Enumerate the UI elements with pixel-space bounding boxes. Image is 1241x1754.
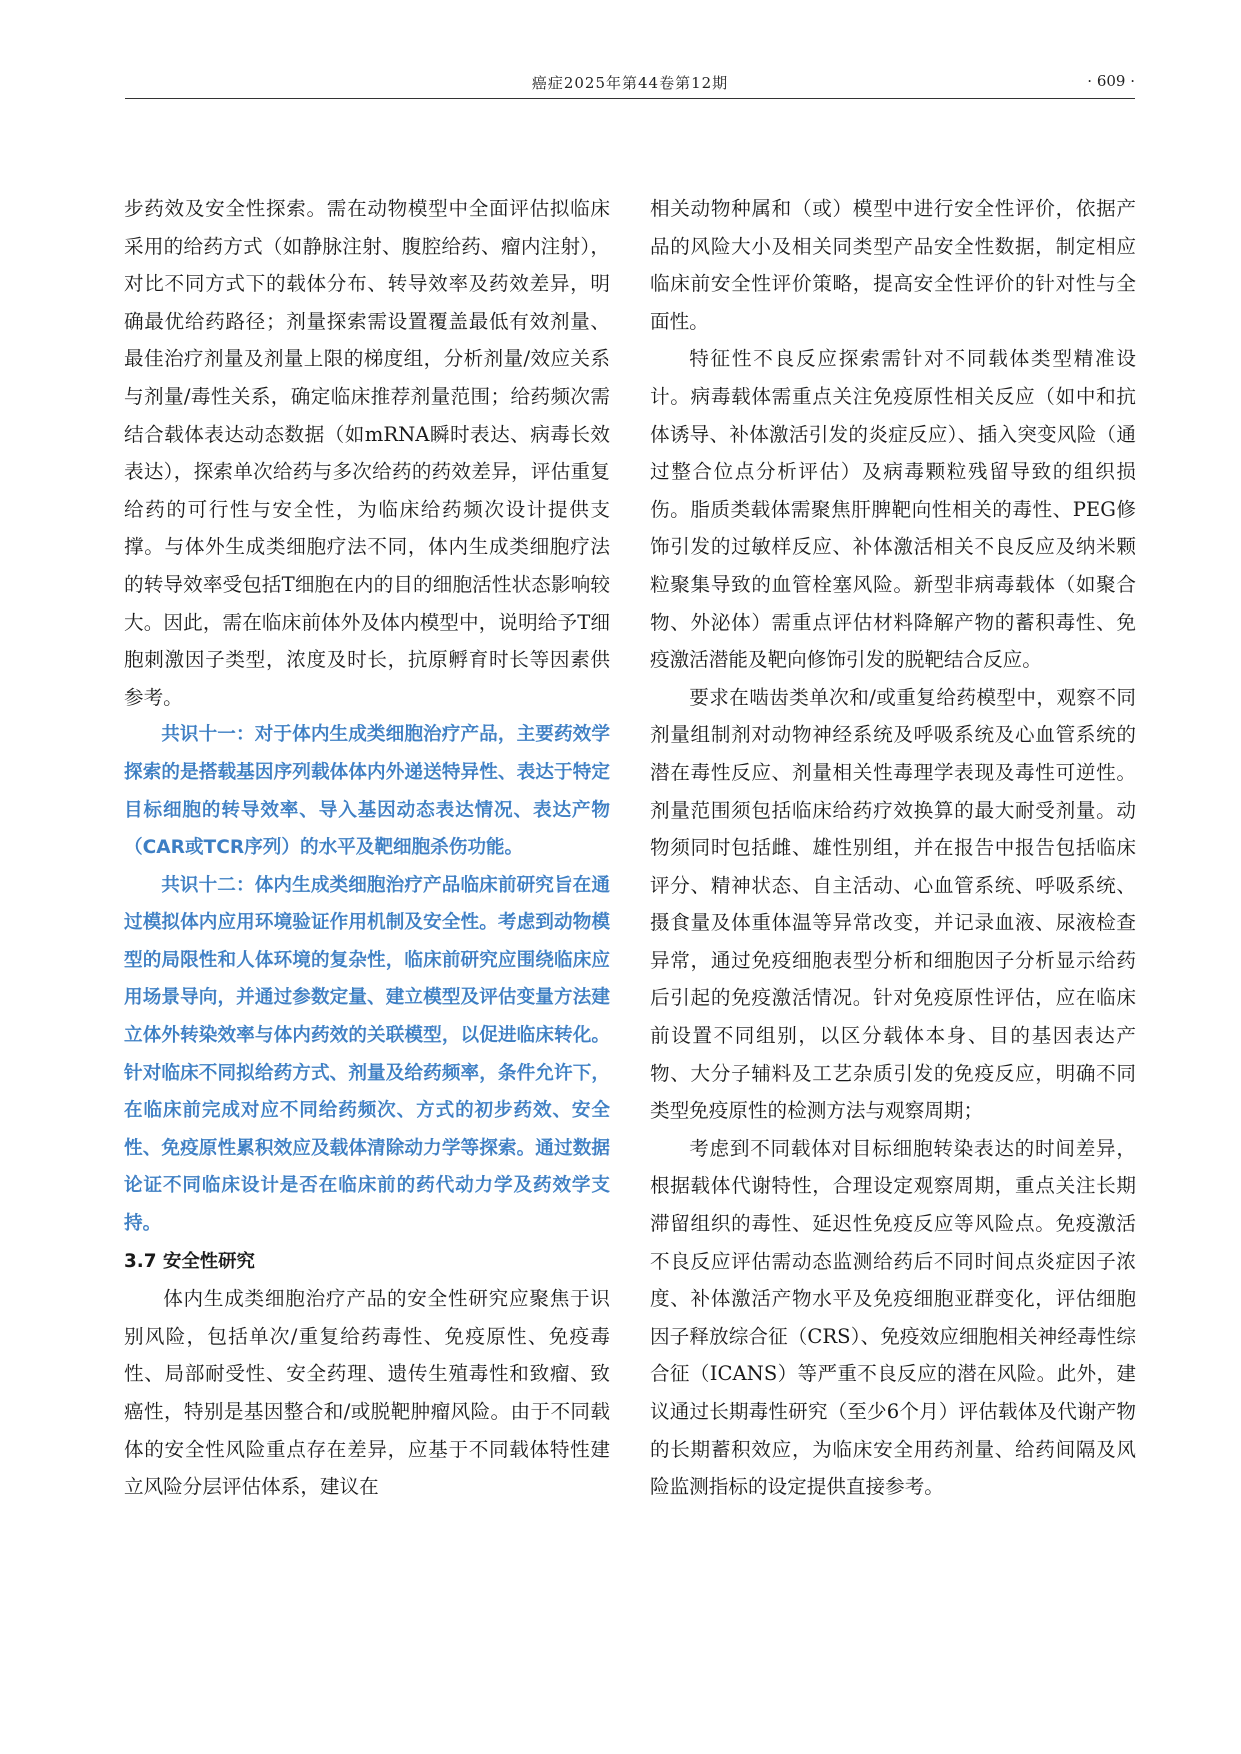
page-number: · 609 · xyxy=(1087,72,1135,90)
right-paragraph-1: 相关动物种属和（或）模型中进行安全性评价，依据产品的风险大小及相关同类型产品安全性数据，制定相应临床前安全性评价策略，提高安全性评价的针对性与全面性。 xyxy=(650,197,1136,333)
left-column xyxy=(124,190,610,1506)
consensus-12: 共识十二：体内生成类细胞治疗产品临床前研究旨在通过模拟体内应用环境验证作用机制及安全性。考虑到动物模型的局限性和人体环境的复杂性，临床前研究应围绕临床应用场景导向，并通过参数定量、建立模型及评估变量方法建立体外转染效率与体内药效的关联模型，以促进临床转化。针对临床不同拟给药方式、剂量及给药频率，条件允许下，在临床前完成对应不同给药频次、方式的初步药效、安全性、免疫原性累积效应及载体清除动力学等探索。通过数据论证不同临床设计是否在临床前的药代动力学及药效学支持。 xyxy=(124,874,610,1235)
consensus-11: 共识十一：对于体内生成类细胞治疗产品，主要药效学探索的是搭载基因序列载体体内外递送特异性、表达于特定目标细胞的转导效率、导入基因动态表达情况、表达产物（CAR或TCR序列）的水平及靶细胞杀伤功能。 xyxy=(124,724,610,859)
right-paragraph-4: 考虑到不同载体对目标细胞转染表达的时间差异，根据载体代谢特性，合理设定观察周期，重点关注长期滞留组织的毒性、延迟性免疫反应等风险点。免疫激活不良反应评估需动态监测给药后不同时间点炎症因子浓度、补体激活产物水平及免疫细胞亚群变化，评估细胞因子释放综合征（CRS）、免疫效应细胞相关神经毒性综合征（ICANS）等严重不良反应的潜在风险。此外，建议通过长期毒性研究（至少6个月）评估载体及代谢产物的长期蓄积效应，为临床安全用药剂量、给药间隔及风险监测指标的设定提供直接参考。 xyxy=(650,1136,1136,1499)
left-paragraph-1: 步药效及安全性探索。需在动物模型中全面评估拟临床采用的给药方式（如静脉注射、腹腔给药、瘤内注射），对比不同方式下的载体分布、转导效率及药效差异，明确最优给药路径；剂量探索需设置覆盖最低有效剂量、最佳治疗剂量及剂量上限的梯度组，分析剂量/效应关系与剂量/毒性关系，确定临床推荐剂量范围；给药频次需结合载体表达动态数据（如mRNA瞬时表达、病毒长效表达），探索单次给药与多次给药的药效差异，评估重复给药的可行性与安全性，为临床给药频次设计提供支撑。与体外生成类细胞疗法不同，体内生成类细胞疗法的转导效率受包括T细胞在内的目的细胞活性状态影响较大。因此，需在临床前体外及体内模型中，说明给予T细胞刺激因子类型，浓度及时长，抗原孵育时长等因素供参考。 xyxy=(124,197,610,709)
running-header xyxy=(125,70,1135,99)
right-paragraph-3: 要求在啮齿类单次和/或重复给药模型中，观察不同剂量组制剂对动物神经系统及呼吸系统及心血管系统的潜在毒性反应、剂量相关性毒理学表现及毒性可逆性。剂量范围须包括临床给药疗效换算的最大耐受剂量。动物须同时包括雌、雄性别组，并在报告中报告包括临床评分、精神状态、自主活动、心血管系统、呼吸系统、摄食量及体重体温等异常改变，并记录血液、尿液检查异常，通过免疫细胞表型分析和细胞因子分析显示给药后引起的免疫激活情况。针对免疫原性评估，应在临床前设置不同组别，以区分载体本身、目的基因表达产物、大分子辅料及工艺杂质引发的免疫反应，明确不同类型免疫原性的检测方法与观察周期； xyxy=(650,685,1136,1123)
journal-info: 癌症2025年第44卷第12期 xyxy=(531,74,729,92)
left-paragraph-2: 体内生成类细胞治疗产品的安全性研究应聚焦于识别风险，包括单次/重复给药毒性、免疫原性、免疫毒性、局部耐受性、安全药理、遗传生殖毒性和致瘤、致癌性，特别是基因整合和/或脱靶肿瘤风险。由于不同载体的安全性风险重点存在差异，应基于不同载体特性建立风险分层评估体系，建议在 xyxy=(124,1287,610,1499)
section-heading-3-7: 3.7 安全性研究 xyxy=(124,1250,255,1272)
right-paragraph-2: 特征性不良反应探索需针对不同载体类型精准设计。病毒载体需重点关注免疫原性相关反应（如中和抗体诱导、补体激活引发的炎症反应）、插入突变风险（通过整合位点分析评估）及病毒颗粒残留导致的组织损伤。脂质类载体需聚焦肝脾靶向性相关的毒性、PEG修饰引发的过敏样反应、补体激活相关不良反应及纳米颗粒聚集导致的血管栓塞风险。新型非病毒载体（如聚合物、外泌体）需重点评估材料降解产物的蓄积毒性、免疫激活潜能及靶向修饰引发的脱靶结合反应。 xyxy=(650,347,1136,672)
right-column xyxy=(650,190,1136,1506)
